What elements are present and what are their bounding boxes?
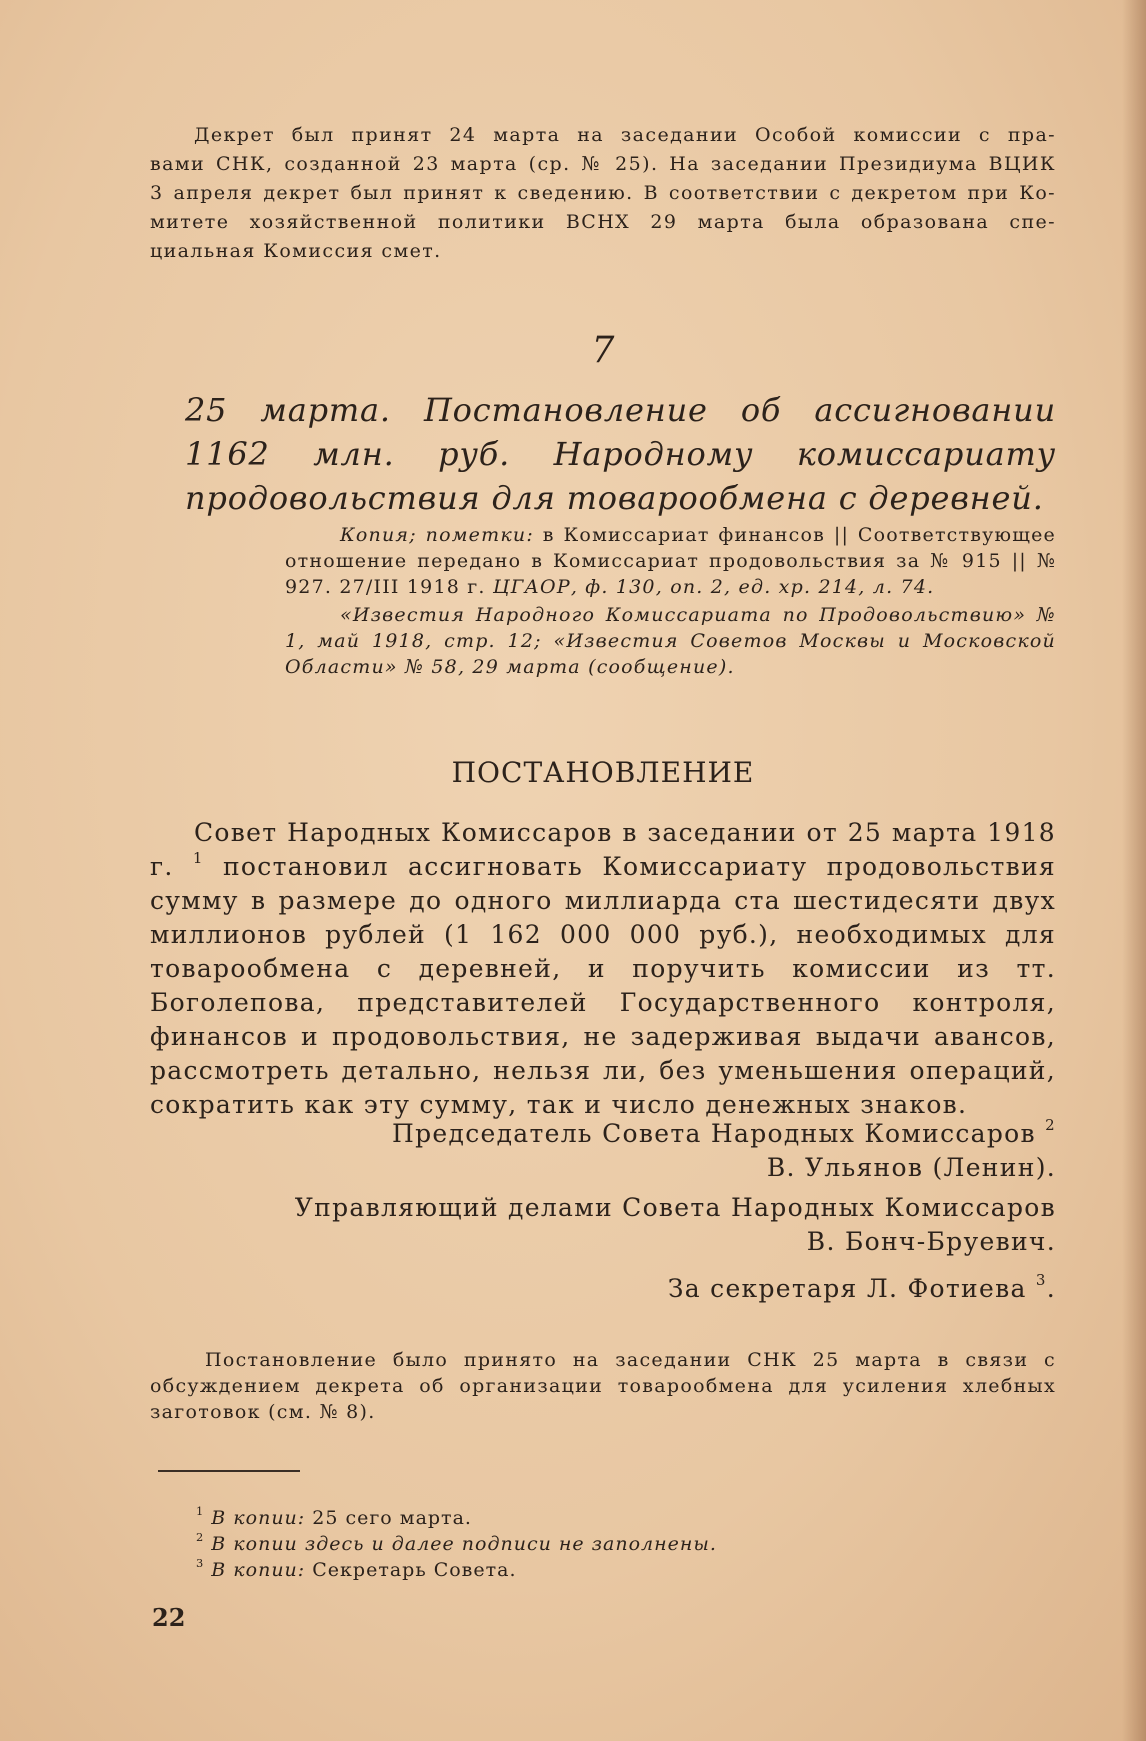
footnote-label: В копии:: [211, 1559, 306, 1581]
resolution-body: [150, 816, 1056, 1122]
footnote-ref-1: 1: [192, 849, 204, 867]
footnote: [196, 1505, 472, 1531]
copy-text: в Комиссариат финансов || Соответствующее отношение передано в Комиссариат продовольствия за № 915 || № 927. 27/III 1918 г.: [285, 524, 1056, 598]
page-edge-shadow: [1122, 0, 1146, 1741]
footnote-label: В копии здесь и далее подписи не заполнены.: [211, 1533, 717, 1555]
body-text-end: постановил ассигновать Комиссариату продовольствия сумму в размере до одного миллиарда ста шестидесяти двух миллионов рублей (1 162 000 000 руб.), необходимых для товарообмена с деревней, и поручить комиссии из тт. Боголепова, представителей Государственного контроля, финансов и продовольствия, не задерживая выдачи авансов, рассмотреть детально, нельзя ли, без уменьшения операций, сократить как эту сумму, так и число денежных знаков.: [150, 852, 1056, 1119]
intro-note: [150, 121, 1056, 266]
resolution-heading: ПОСТАНОВЛЕНИЕ: [451, 756, 755, 789]
chair-signature: [392, 1117, 1056, 1185]
copy-label: Копия; пометки:: [340, 524, 534, 546]
footnote: [196, 1557, 517, 1583]
intro-note-line: митете хозяйственной политики ВСНХ 29 марта была образована спе-: [150, 211, 1056, 233]
secretary-name: За секретаря Л. Фотиева: [667, 1274, 1027, 1303]
chair-name: В. Ульянов (Ленин).: [766, 1153, 1056, 1182]
chair-title: Председатель Совета Народных Комиссаров: [392, 1119, 1036, 1148]
manager-title: Управляющий делами Совета Народных Комиссаров: [294, 1193, 1056, 1222]
final-note: Постановление было принято на заседании СНК 25 марта в связи с обсуждением декрета об организации товарообмена для усиления хлебных заготовок (см. № 8).: [150, 1349, 1056, 1423]
publication-reference: «Известия Народного Комиссариата по Продовольствию» № 1, май 1918, стр. 12; «Известия Советов Москвы и Московской Области» № 58, 29 марта (сообщение).: [285, 604, 1056, 678]
intro-note-line: Декрет был принят 24 марта на заседании Особой комиссии с пра-: [194, 124, 1056, 146]
manager-name: В. Бонч-Бруевич.: [806, 1227, 1056, 1256]
intro-note-line: циальная Комиссия смет.: [150, 240, 442, 262]
intro-note-line: вами СНК, созданной 23 марта (ср. № 25). На заседании Президиума ВЦИК: [150, 153, 1056, 175]
footnote-text: 25 сего марта.: [312, 1507, 472, 1529]
footnote-divider: [158, 1470, 300, 1472]
footnote-text: Секретарь Совета.: [312, 1559, 517, 1581]
source-info: [285, 522, 1056, 680]
manager-signature: [295, 1191, 1056, 1259]
intro-note-line: 3 апреля декрет был принят к сведению. В соответствии с декретом при Ко-: [150, 182, 1056, 204]
page-number: 22: [152, 1603, 186, 1632]
footnote-mark: 2: [196, 1529, 205, 1544]
footnote: [196, 1531, 717, 1557]
footnote-ref-3: 3: [1035, 1271, 1047, 1289]
archive-citation: ЦГАОР, ф. 130, оп. 2, ед. хр. 214, л. 74.: [492, 576, 935, 598]
secretary-signature: За секретаря Л. Фотиева $^3$.: [667, 1271, 1056, 1303]
footnote-label: В копии:: [211, 1507, 306, 1529]
body-text-start: Совет Народных Комиссаров в заседании от 25 марта 1918 г.: [150, 818, 1056, 881]
archive-reference: [285, 522, 1056, 600]
footnote-mark: 1: [196, 1503, 205, 1518]
document-number: 7: [591, 330, 615, 371]
footnote-mark: 3: [196, 1555, 205, 1570]
document-title: 25 марта. Постановление об ассигновании 1162 млн. руб. Народному комиссариату продовольствия для товарообмена с деревней.: [185, 391, 1056, 517]
footnote-ref-2: 2: [1045, 1116, 1056, 1134]
